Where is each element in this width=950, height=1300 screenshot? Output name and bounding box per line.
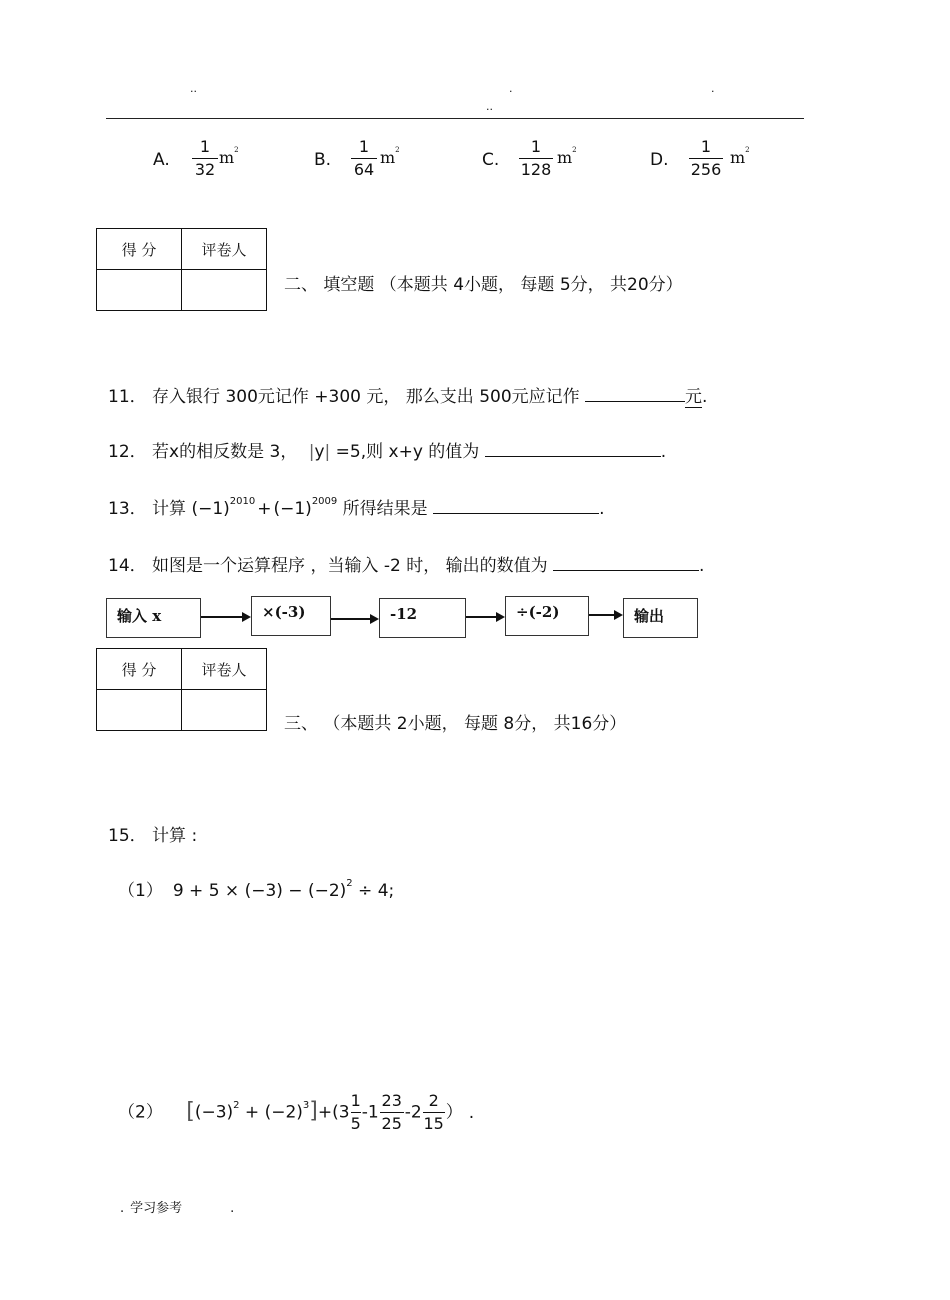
flow-arrow bbox=[466, 616, 503, 618]
flow-arrow bbox=[589, 614, 621, 616]
option-unit: $m^2$ bbox=[219, 146, 239, 167]
option-unit: $m^2$ bbox=[380, 146, 400, 167]
option-label: B. bbox=[314, 150, 332, 170]
flow-box-multiply: ×(-3) bbox=[251, 596, 331, 636]
grader-cell[interactable] bbox=[182, 690, 267, 731]
section-3-title: 三、 （本题共 2小题， 每题 8分， 共16分） bbox=[284, 714, 627, 734]
question-15-1: （1） $9 + 5 \times (-3) - (-2)^2 \div 4$; bbox=[118, 878, 395, 901]
answer-blank[interactable] bbox=[585, 401, 685, 402]
flow-box-input: 输入 x bbox=[106, 598, 201, 638]
option-label: A. bbox=[153, 150, 170, 170]
grader-header: 评卷人 bbox=[182, 649, 267, 690]
question-13: 13． 计算 $(-1)^{2010} + (-1)^{2009}$ 所得结果是 . bbox=[108, 496, 605, 519]
answer-blank[interactable] bbox=[485, 456, 661, 457]
flow-arrow bbox=[201, 616, 249, 618]
option-fraction: 1 64 bbox=[351, 138, 377, 179]
header-mark-center: .. bbox=[486, 100, 493, 113]
flow-box-output: 输出 bbox=[623, 598, 698, 638]
header-mark-mid: . bbox=[509, 82, 513, 95]
score-header: 得 分 bbox=[97, 229, 182, 270]
flow-box-minus12: -12 bbox=[379, 598, 466, 638]
header-rule bbox=[106, 118, 804, 119]
grader-header: 评卷人 bbox=[182, 229, 267, 270]
question-15: 15． 计算 : bbox=[108, 826, 198, 846]
score-table bbox=[96, 648, 267, 731]
question-14: 14． 如图是一个运算程序 ，当输入 -2 时， 输出的数值为 . bbox=[108, 556, 705, 576]
option-fraction: 1 256 bbox=[690, 137, 722, 179]
option-fraction: 1 128 bbox=[520, 137, 552, 179]
footer: . 学习参考 . bbox=[120, 1201, 235, 1216]
flow-box-divide: ÷(-2) bbox=[505, 596, 589, 636]
option-label: C. bbox=[482, 150, 500, 170]
header-mark-left: .. bbox=[190, 82, 197, 95]
flow-arrow bbox=[331, 618, 377, 620]
score-cell[interactable] bbox=[97, 270, 182, 311]
question-12: 12． 若x的相反数是 3， |y| =5,则 x+y 的值为 . bbox=[108, 442, 667, 462]
option-unit: $m^2$ bbox=[557, 146, 577, 167]
option-fraction: 1 32 bbox=[192, 138, 218, 179]
question-11: 11． 存入银行 300元记作 +300 元， 那么支出 500元应记作 元. bbox=[108, 382, 707, 408]
option-unit: $m^2$ bbox=[730, 146, 750, 167]
score-cell[interactable] bbox=[97, 690, 182, 731]
answer-blank[interactable] bbox=[433, 513, 599, 514]
header-mark-right: . bbox=[711, 82, 715, 95]
section-2-title: 二、 填空题 （本题共 4小题， 每题 5分， 共20分） bbox=[284, 275, 683, 295]
grader-cell[interactable] bbox=[182, 270, 267, 311]
option-label: D. bbox=[650, 150, 669, 170]
score-header: 得 分 bbox=[97, 649, 182, 690]
answer-blank[interactable] bbox=[553, 570, 699, 571]
score-table bbox=[96, 228, 267, 311]
question-15-2: （2） $[(-3)^2 + (-2)^3]+(3$ $\frac{1}{5}$ -1 $\frac{23}{25}$ -2 $\frac{2}{15}$ ） . bbox=[118, 1091, 475, 1133]
